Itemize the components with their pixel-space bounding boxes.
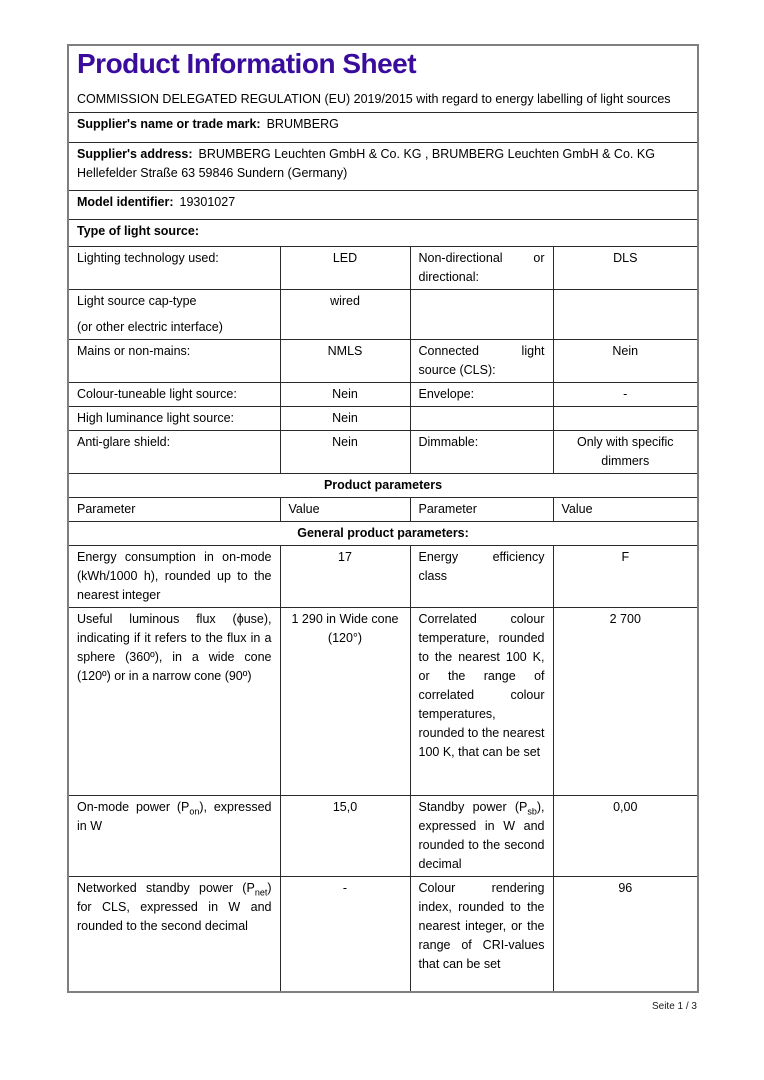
page-title: Product Information Sheet [77,48,417,79]
param-cell: Dimmable: [410,430,553,473]
param-cell: High luminance light source: [68,406,280,430]
cap-type-line2: (or other electric interface) [77,319,223,334]
param-cell: Correlated colour temperature, rounded to the nearest 100 K, or the range of correlated colour temperatures, rounded to the nearest 100 K, that can be set [410,607,553,795]
title-block [68,45,698,112]
param-cell: Useful luminous flux (ϕuse), indicating if it refers to the flux in a sphere (360º), in a wide cone (120º) or in a narrow cone (90º) [68,607,280,795]
value-cell: DLS [553,246,698,289]
value-cell: - [553,382,698,406]
param-cell: Energy efficiency class [410,545,553,607]
param-cell: Lighting technology used: [68,246,280,289]
table-row [68,382,698,406]
param-cell [68,289,280,339]
param-cell [410,289,553,339]
product-information-table [67,44,699,993]
param-cell: Mains or non-mains: [68,339,280,382]
table-row [68,406,698,430]
param-cell: Anti-glare shield: [68,430,280,473]
value-cell: LED [280,246,410,289]
model-identifier-row [68,190,698,219]
supplier-name-row [68,112,698,142]
value-cell: 15,0 [280,795,410,876]
value-cell: 17 [280,545,410,607]
param-cell [410,406,553,430]
subsection-title-general-product-parameters: General product parameters: [68,521,698,545]
value-cell: NMLS [280,339,410,382]
value-cell: 1 290 in Wide cone (120°) [280,607,410,795]
param-cell: Envelope: [410,382,553,406]
value-cell: Nein [280,430,410,473]
column-header-value: Value [280,497,410,521]
param-cell: Non-directional or directional: [410,246,553,289]
column-header-row [68,497,698,521]
value-cell: wired [280,289,410,339]
supplier-address-value: BRUMBERG Leuchten GmbH & Co. KG , BRUMBERG Leuchten GmbH & Co. KG Hellefelder Straße 63 59846 Sundern (Germany) [77,146,655,180]
type-of-light-source-label: Type of light source: [77,223,199,238]
value-cell: 96 [553,876,698,992]
value-cell: Nein [280,406,410,430]
page-number: Seite 1 / 3 [651,1001,697,1012]
supplier-address-row [68,142,698,190]
table-row [68,876,698,992]
param-cell: Networked standby power $(P_{net})$ for CLS, expressed in W and rounded to the second decimal [68,876,280,992]
column-header-value: Value [553,497,698,521]
table-row [68,545,698,607]
column-header-parameter: Parameter [410,497,553,521]
table-row [68,607,698,795]
value-cell: 2 700 [553,607,698,795]
subscript: sb [527,806,537,817]
param-cell: Energy consumption in on-mode (kWh/1000 h), rounded up to the nearest integer [68,545,280,607]
cap-type-line1: Light source cap-type [77,293,197,308]
supplier-name-value: BRUMBERG [266,116,339,131]
value-cell [553,406,698,430]
table-row [68,289,698,339]
value-cell [553,289,698,339]
param-cell: Colour-tuneable light source: [68,382,280,406]
regulation-text: COMMISSION DELEGATED REGULATION (EU) 2019/2015 with regard to energy labelling of light sources [77,92,671,107]
table-row [68,339,698,382]
model-identifier-label: Model identifier: [77,194,174,209]
table-row [68,795,698,876]
section-title-product-parameters: Product parameters [68,473,698,497]
supplier-name-label: Supplier's name or trade mark: [77,116,261,131]
value-cell: Nein [280,382,410,406]
param-cell: Connected light source (CLS): [410,339,553,382]
value-cell: Only with specific dimmers [553,430,698,473]
column-header-parameter: Parameter [68,497,280,521]
table-row [68,430,698,473]
table-row [68,246,698,289]
type-of-light-source-row [68,219,698,246]
value-cell: 0,00 [553,795,698,876]
value-cell: F [553,545,698,607]
param-cell: Standby power $(P_{sb})$, expressed in W and rounded to the second decimal [410,795,553,876]
supplier-address-label: Supplier's address: [77,146,193,161]
model-identifier-value: 19301027 [179,194,236,209]
param-cell: Colour rendering index, rounded to the nearest integer, or the range of CRI-values that can be set [410,876,553,992]
subscript: net [254,887,268,898]
value-cell: Nein [553,339,698,382]
param-cell: On-mode power $(P_{on})$, expressed in W [68,795,280,876]
value-cell: - [280,876,410,992]
subscript: on [189,806,200,817]
